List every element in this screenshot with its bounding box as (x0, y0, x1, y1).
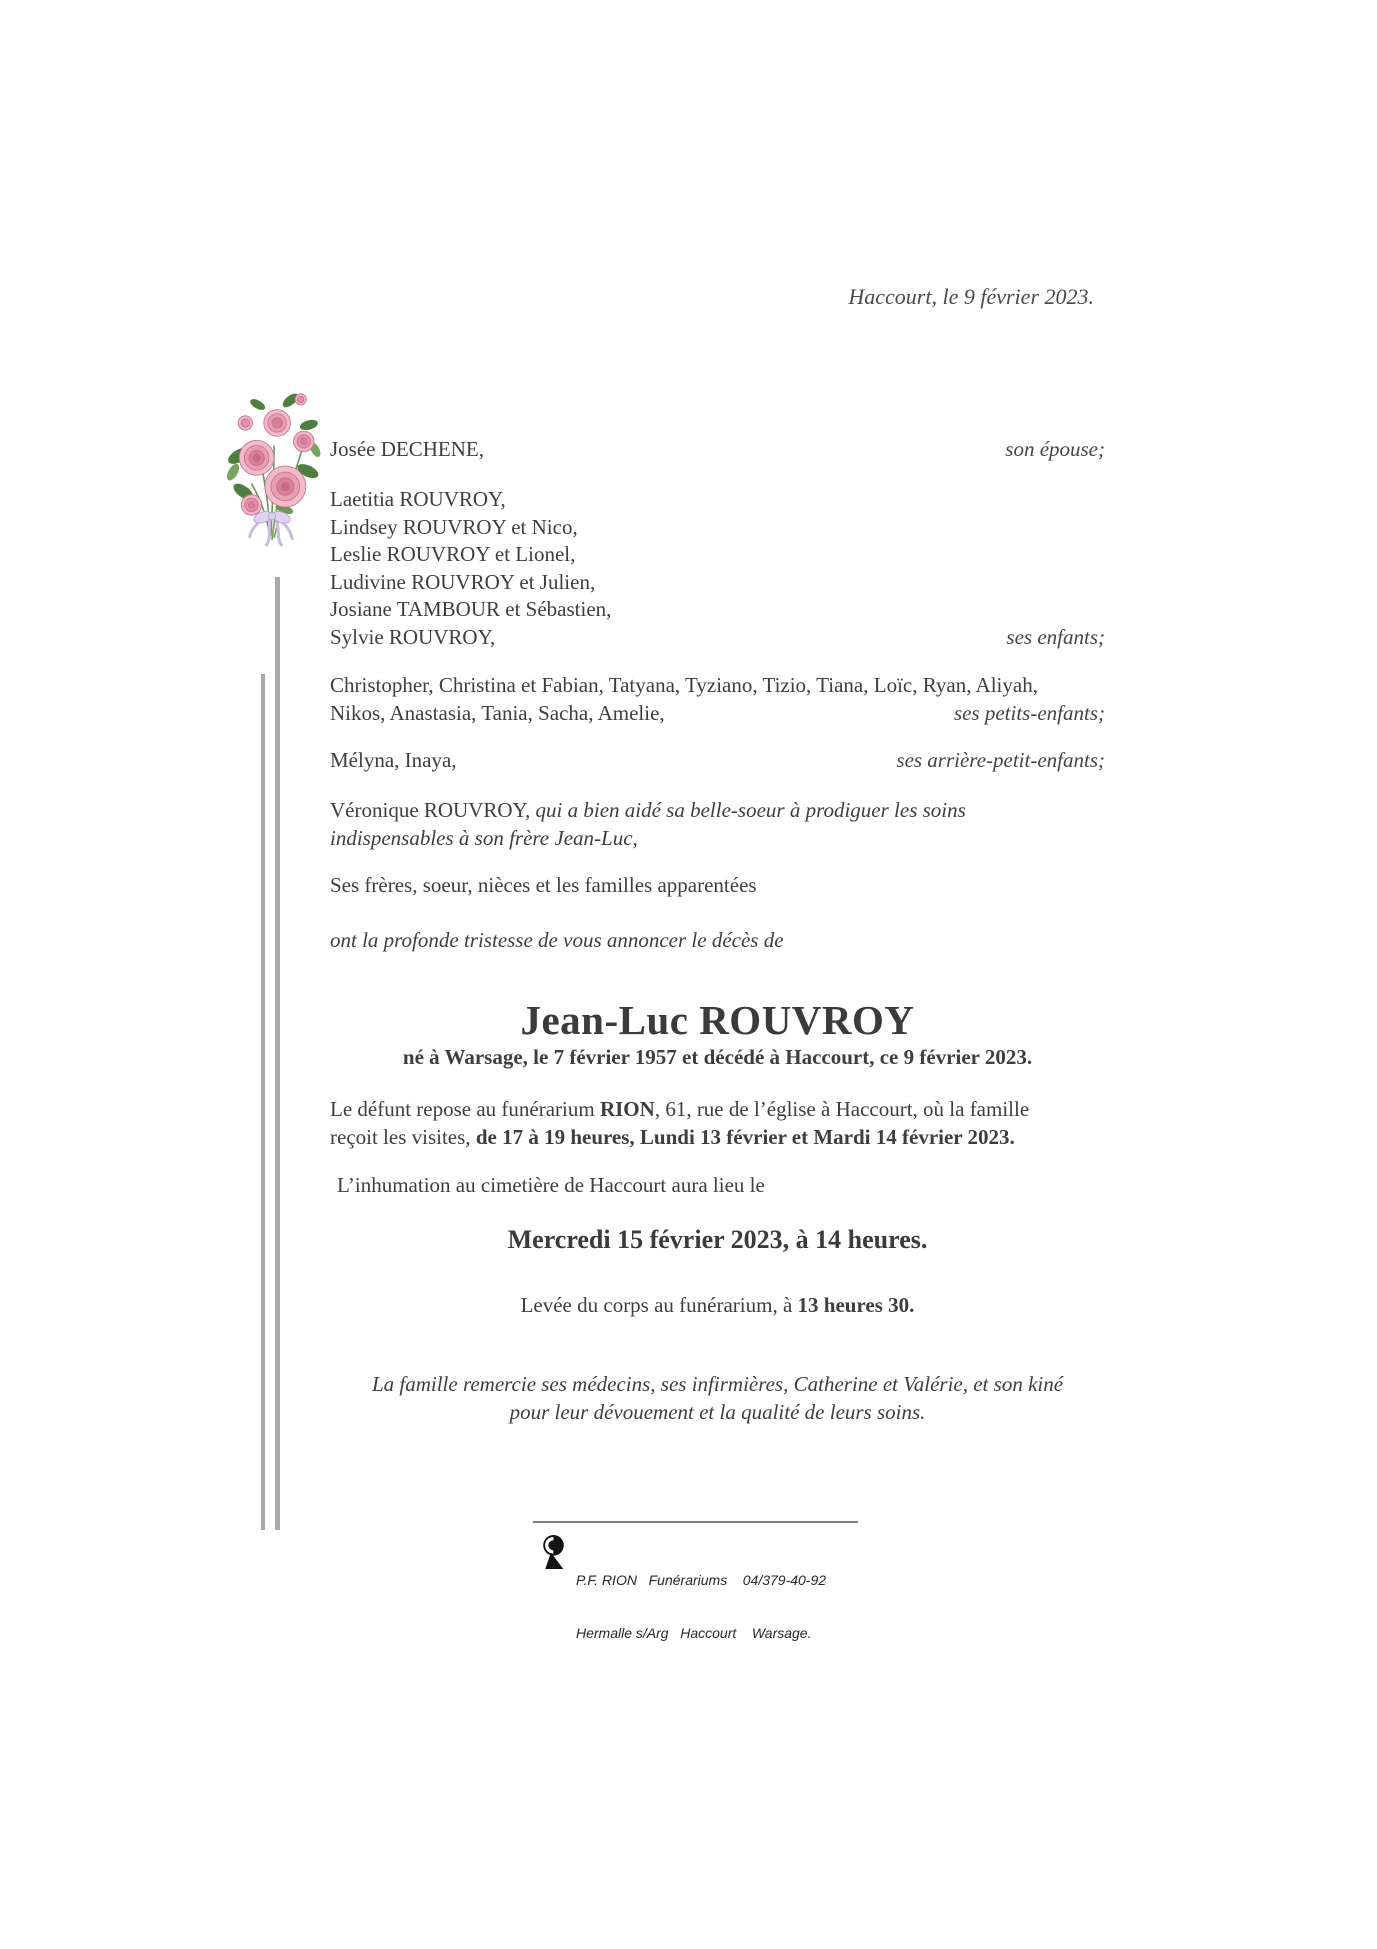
grandchildren-last-row (330, 700, 1105, 728)
levee-line (330, 1292, 1105, 1320)
rion-logo-svg (542, 1535, 565, 1570)
child-name: Laetitia ROUVROY, (330, 487, 506, 511)
visitation-line1-post: , 61, rue de l’église à Haccourt, où la famille (654, 1097, 1030, 1121)
children-block (330, 486, 1105, 651)
grandchildren-block (330, 672, 1105, 727)
grandchildren-line2: Nikos, Anastasia, Tania, Sacha, Amelie, (330, 700, 665, 725)
deceased-name: Jean-Luc ROUVROY (520, 997, 915, 1043)
footer-line1: P.F. RION Funérariums 04/379-40-92 (576, 1572, 827, 1588)
children-relation: ses enfants; (1006, 624, 1105, 649)
grandchildren-relation: ses petits-enfants; (953, 700, 1105, 725)
child-name: Ludivine ROUVROY et Julien, (330, 569, 596, 594)
visitation-block (330, 1096, 1105, 1151)
spouse-row (330, 436, 1105, 464)
child-name: Lindsey ROUVROY et Nico, (330, 514, 578, 539)
child-name: Josiane TAMBOUR et Sébastien, (330, 597, 612, 621)
announcement-intro: ont la profonde tristesse de vous annoncer le décès de (330, 928, 784, 952)
spouse-relation: son épouse; (1005, 437, 1105, 461)
great-grandchildren-relation: ses arrière-petit-enfants; (896, 748, 1105, 772)
thanks-line1: La famille remercie ses médecins, ses infirmières, Catherine et Valérie, et son kiné (371, 1372, 1064, 1396)
grandchildren-line1: Christopher, Christina et Fabian, Tatyana, Tyziano, Tizio, Tiana, Loïc, Ryan, Aliyah, (330, 673, 1038, 697)
child-name: Leslie ROUVROY et Lionel, (330, 542, 576, 566)
visitation-funeral-home: RION (599, 1097, 655, 1121)
helper-note-line2: indispensables à son frère Jean-Luc, (330, 825, 638, 850)
children-last-row (330, 624, 1105, 652)
helper-block (330, 797, 1105, 852)
visitation-line1 (330, 1096, 1105, 1124)
rion-funeral-logo-icon (542, 1535, 565, 1570)
spouse-name: Josée DECHENE, (330, 437, 484, 461)
levee-pre: Levée du corps au funérarium, à (520, 1293, 798, 1317)
burial-datetime: Mercredi 15 février 2023, à 14 heures. (507, 1225, 928, 1254)
dateline: Haccourt, le 9 février 2023. (848, 284, 1094, 309)
burial-intro: L’inhumation au cimetière de Haccourt aura lieu le (337, 1173, 765, 1197)
visitation-line2-pre: reçoit les visites, (330, 1124, 476, 1149)
footer-divider (533, 1521, 858, 1523)
levee-time: 13 heures 30. (797, 1293, 915, 1317)
rose-bouquet-icon (220, 384, 324, 548)
vertical-rule-inner (261, 674, 265, 1530)
families-line: Ses frères, soeur, nièces et les familles apparentées (330, 873, 757, 897)
vertical-rule-outer (275, 577, 280, 1530)
visitation-hours: de 17 à 19 heures, Lundi 13 février et Mardi 14 février 2023. (475, 1124, 1015, 1149)
child-name: Sylvie ROUVROY, (330, 624, 496, 649)
great-grandchildren-row (330, 747, 1105, 775)
deceased-life-dates: né à Warsage, le 7 février 1957 et décédé à Haccourt, ce 9 février 2023. (402, 1045, 1033, 1069)
footer-contact (576, 1537, 826, 1677)
helper-name: Véronique ROUVROY, (330, 798, 536, 822)
great-grandchildren-names: Mélyna, Inaya, (330, 748, 457, 772)
visitation-line1-pre: Le défunt repose au funérarium (330, 1097, 600, 1121)
visitation-line2 (330, 1124, 1105, 1152)
thanks-line2: pour leur dévouement et la qualité de leurs soins. (509, 1399, 926, 1424)
thanks-block (330, 1371, 1105, 1426)
rose-bouquet-svg (220, 384, 324, 548)
helper-line1 (330, 797, 1105, 825)
helper-note-line1: qui a bien aidé sa belle-soeur à prodiguer les soins (535, 798, 966, 822)
footer-line2: Hermalle s/Arg Haccourt Warsage. (576, 1624, 812, 1641)
